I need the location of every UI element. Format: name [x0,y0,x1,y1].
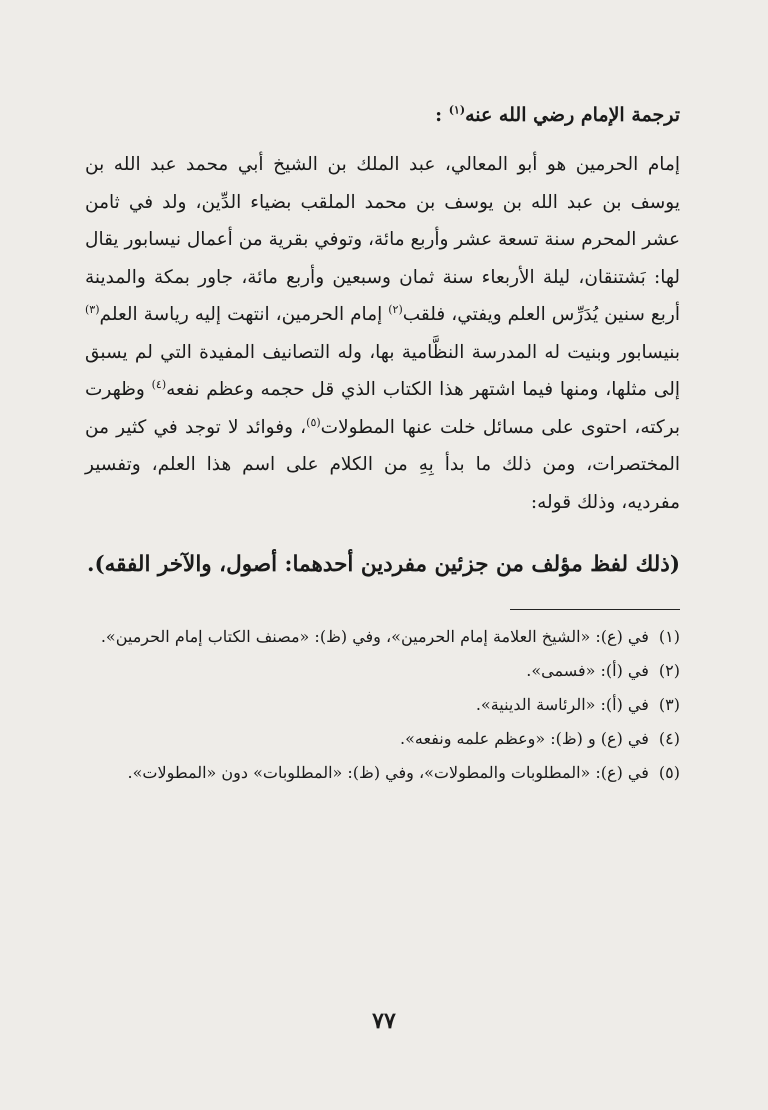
footnote-ref-2: (٢) [388,302,403,316]
section-heading [85,100,680,130]
footnote-number: (٤) [658,729,680,748]
footnote-number: (١) [658,627,680,646]
footnote-text: في (ع): «الشيخ العلامة إمام الحرمين»، وفي (ظ): «مصنف الكتاب إمام الحرمين». [100,627,649,646]
footnote-ref-4: (٤) [151,377,167,391]
heading-colon: : [435,104,443,126]
footnote-number: (٢) [658,661,680,680]
footnote-2 [85,654,680,688]
footnote-text: في (أ): «الرئاسة الدينية». [475,695,649,714]
footnote-text: في (أ): «فسمى». [526,661,649,680]
biography-paragraph [85,146,680,521]
page-content [85,100,680,790]
heading-text: ترجمة الإمام رضي الله عنه [465,104,680,126]
page-number: ٧٧ [372,1008,396,1034]
footnote-ref-5: (٥) [306,415,321,429]
footnote-ref-1: (١) [448,103,466,117]
footnote-divider [510,609,680,610]
biography-text-4: وظهرت بركته، احتوى على مسائل خلت عنها المطولات [85,379,680,438]
biography-text-1: إمام الحرمين هو أبو المعالي، عبد الملك بن الشيخ أبي محمد عبد الله بن يوسف بن عبد الله بن يوسف بن محمد الملقب بضياء الدِّين، ولد في ثامن عشر المحرم سنة تسعة عشر وأربع مائة، وتوفي بقرية من أعمال نيسابور يقال لها: بَشتنقان، ليلة الأربعاء سنة ثمان وسبعين وأربع مائة، جاور بمكة والمدينة أربع سنين يُدَرِّس العلم ويفتي، فلقب [85,154,680,325]
footnote-text: في (ع): «المطلوبات والمطولات»، وفي (ظ): «المطلوبات» دون «المطولات». [127,763,649,782]
footnote-5 [85,756,680,790]
biography-text-3: بنيسابور وبنيت له المدرسة النظَّامية بها، وله التصانيف المفيدة التي لم يسبق إلى مثلها، ومنها فيما اشتهر هذا الكتاب الذي قل حجمه وعظم نفعه [85,341,680,400]
biography-text-5: ، وفوائد لا توجد في كثير من المختصرات، ومن ذلك ما بدأ بِهِ من الكلام على اسم هذا العلم، وتفسير مفرديه، وذلك قوله: [85,416,680,513]
footnote-number: (٥) [658,763,680,782]
footnotes-list [85,620,680,790]
footnote-3 [85,688,680,722]
footnote-number: (٣) [658,695,680,714]
footnote-text: في (ع) و (ظ): «وعظم علمه ونفعه». [400,729,649,748]
footnote-1 [85,620,680,654]
matn-quote: (ذلك لفظ مؤلف من جزئين مفردين أحدهما: أصول، والآخر الفقه). [86,552,680,577]
biography-text-2: إمام الحرمين، انتهت إليه رياسة العلم [99,304,389,325]
footnote-4 [85,722,680,756]
footnote-ref-3: (٣) [85,302,100,316]
